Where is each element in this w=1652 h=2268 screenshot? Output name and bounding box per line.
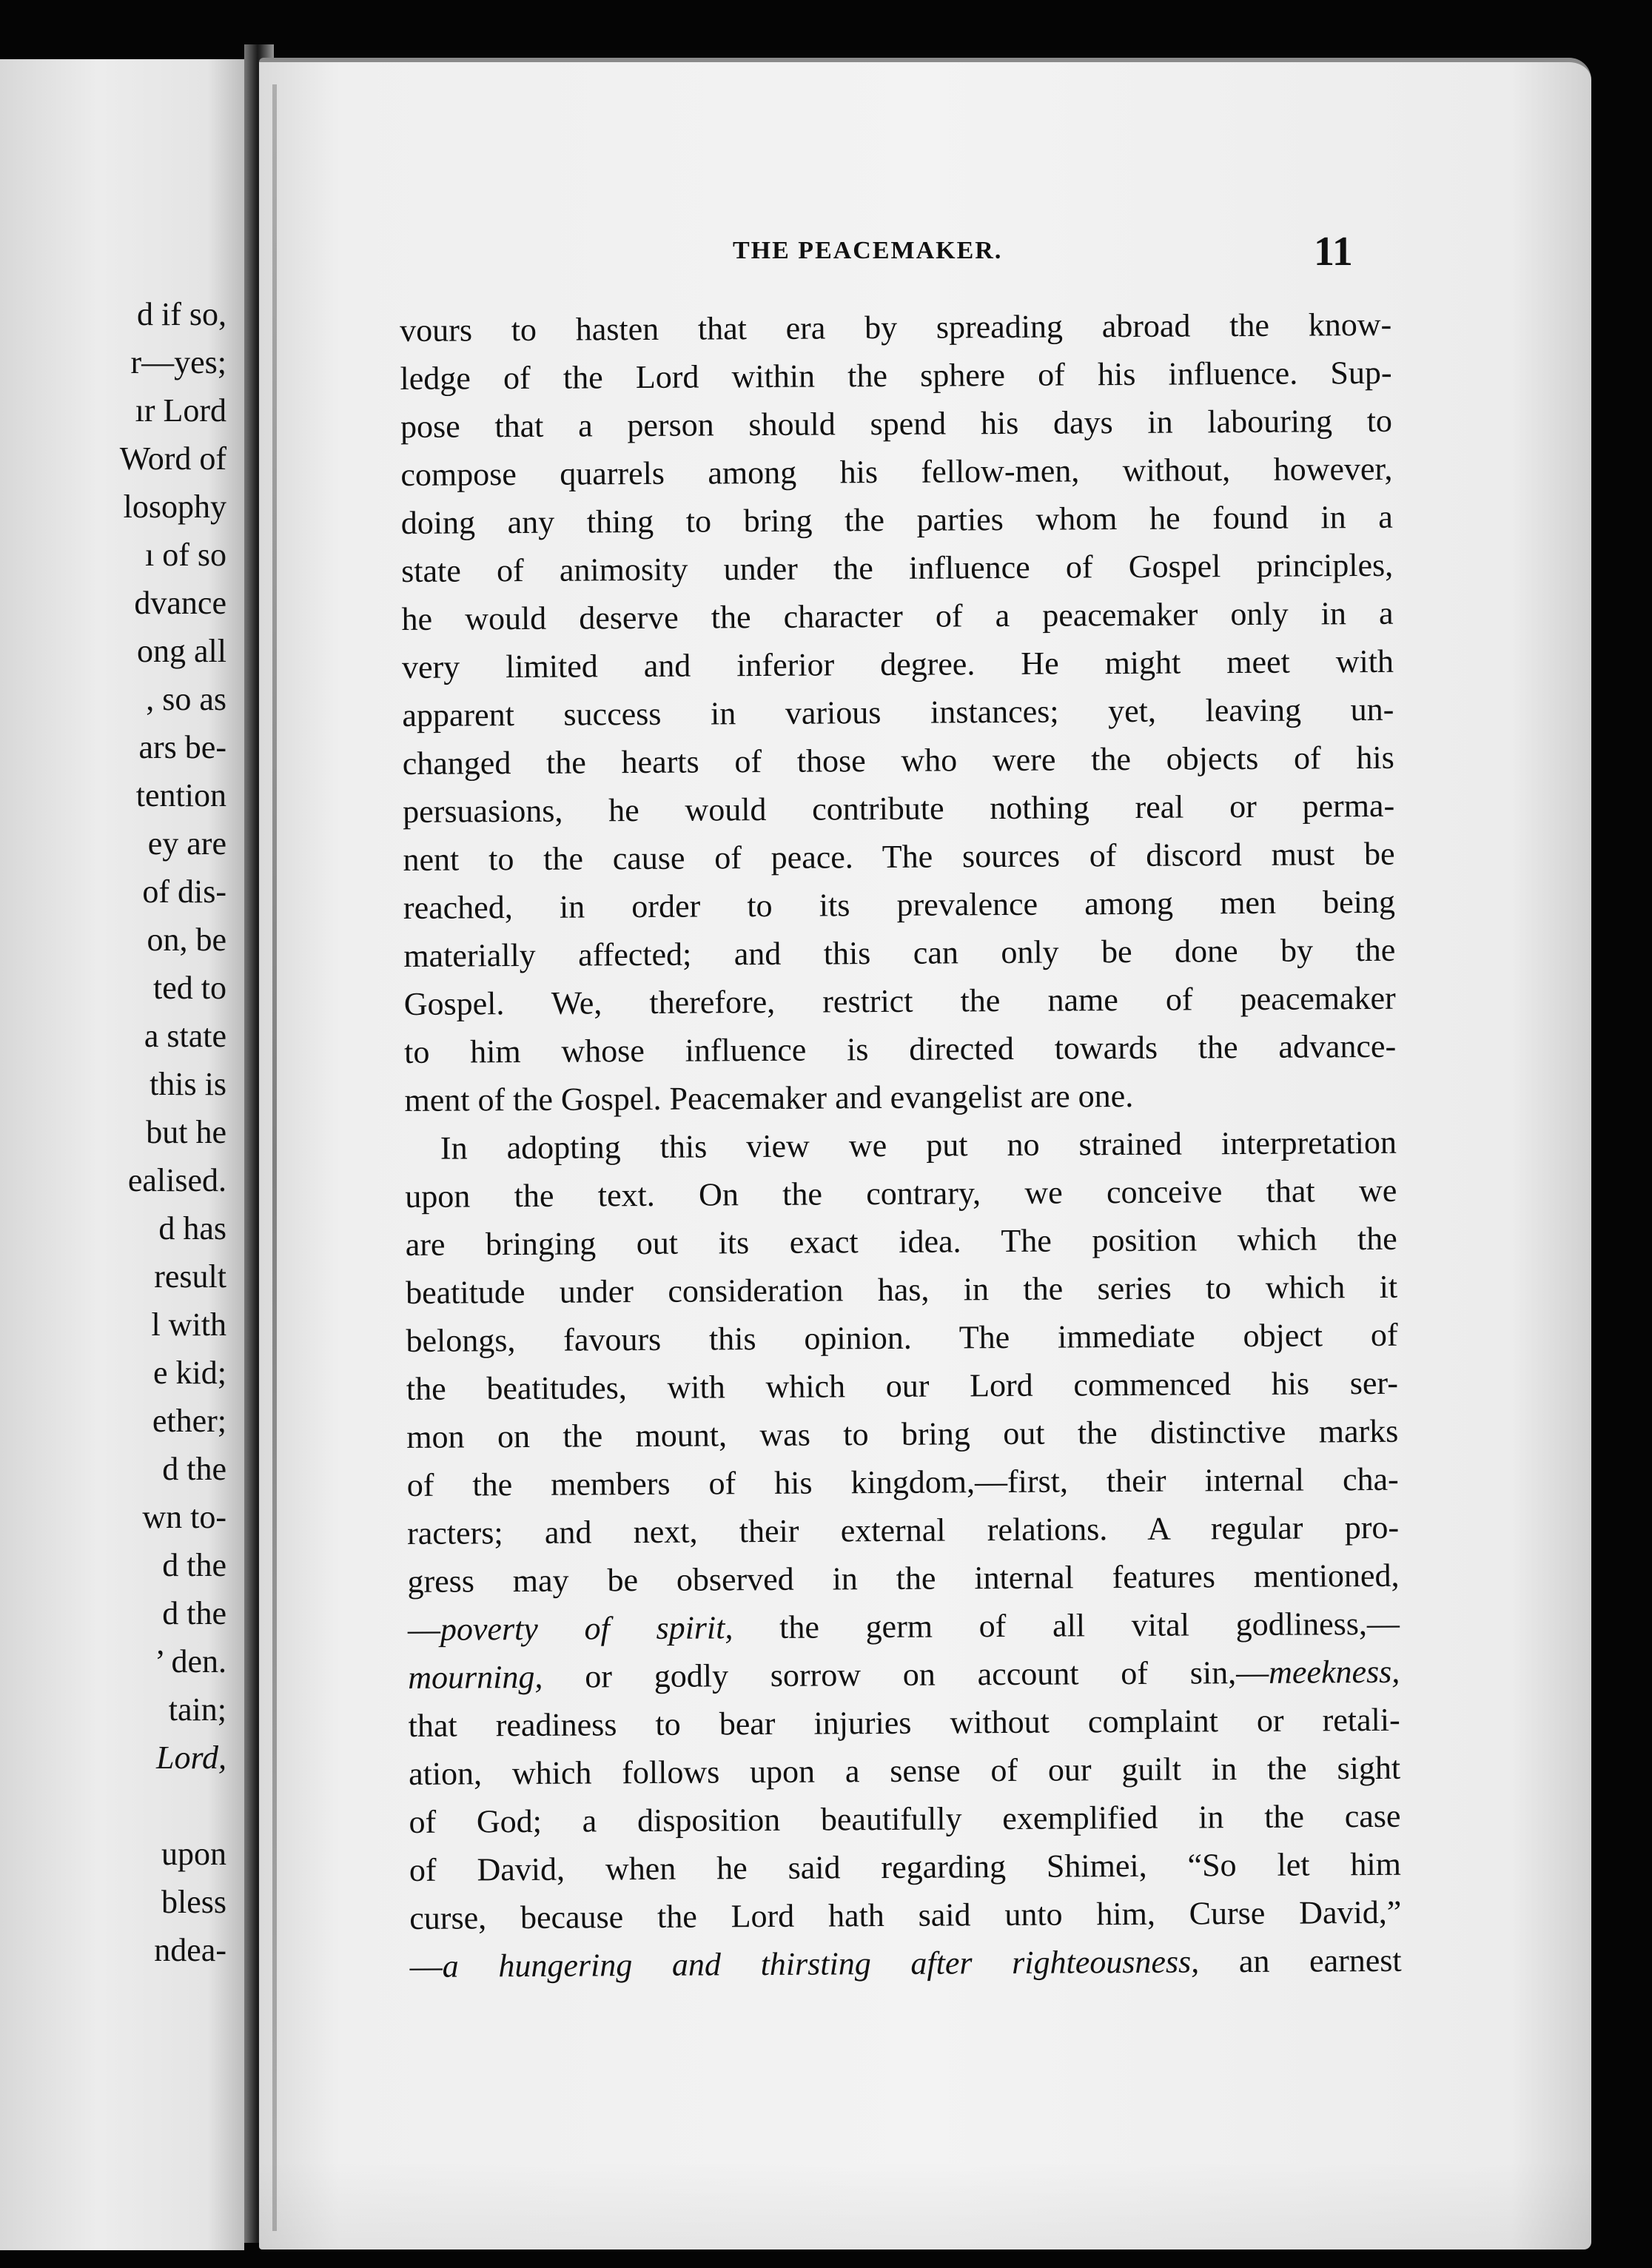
left-line: result — [154, 1258, 226, 1295]
text-line: state of animosity under the influence of Gospel principles, — [401, 546, 1394, 589]
text-line: curse, because the Lord hath said unto him, Curse David,” — [409, 1893, 1402, 1936]
text-line: of David, when he said regarding Shimei, “So let him — [409, 1845, 1402, 1888]
text-line: belongs, favours this opinion. The immediate object of — [406, 1316, 1398, 1359]
left-line: bless — [161, 1884, 226, 1920]
text-span: an earnest — [1199, 1942, 1402, 1980]
left-line: ong all — [137, 633, 226, 669]
left-line: of dis- — [142, 873, 226, 910]
left-line: upon — [161, 1836, 226, 1872]
text-line: reached, in order to its prevalence among men being — [403, 883, 1396, 926]
text-line: compose quarrels among his fellow-men, without, however, — [400, 450, 1393, 493]
left-line: losophy — [123, 489, 226, 525]
left-line: wn to- — [142, 1499, 226, 1535]
text-line: ledge of the Lord within the sphere of his influence. Sup- — [400, 354, 1392, 397]
text-line: to him whose influence is directed towards the advance- — [404, 1027, 1397, 1070]
text-line: are bringing out its exact idea. The position which the — [405, 1220, 1397, 1263]
right-page — [259, 58, 1591, 2249]
text-line: ment of the Gospel. Peacemaker and evangelist are one. — [404, 1077, 1134, 1118]
text-line: of the members of his kingdom,—first, their internal cha- — [406, 1460, 1399, 1503]
text-line: he would deserve the character of a peacemaker only in a — [401, 594, 1394, 637]
left-line: ey are — [147, 825, 226, 862]
left-line: l with — [151, 1306, 226, 1343]
page-edge-shadow — [272, 84, 277, 2231]
text-line: vours to hasten that era by spreading abroad the know- — [400, 306, 1392, 349]
page-number: 11 — [1314, 229, 1353, 275]
text-line: materially affected; and this can only be done by the — [403, 931, 1396, 974]
text-line: racters; and next, their external relations. A regular pro- — [406, 1509, 1400, 1551]
italic-phrase: a hungering and thirsting after righteousness, — [442, 1943, 1200, 1984]
left-line: ether; — [152, 1403, 226, 1439]
italic-phrase: meekness, — [1269, 1653, 1400, 1691]
left-line: Lord, — [156, 1739, 226, 1776]
left-line: ı of so — [145, 537, 226, 573]
left-line: ndea- — [154, 1932, 226, 1968]
left-page-text — [0, 290, 226, 1974]
left-line-gap — [0, 1782, 226, 1830]
text-line-paragraph-start: In adopting this view we put no strained interpretation — [440, 1124, 1397, 1167]
left-line: d the — [162, 1451, 226, 1487]
italic-phrase: poverty of spirit, — [440, 1609, 733, 1648]
left-line: r—yes; — [130, 344, 226, 380]
text-line: ation, which follows upon a sense of our guilt in the sight — [408, 1749, 1401, 1792]
left-line: this is — [150, 1066, 226, 1102]
text-line: gress may be observed in the internal features mentioned, — [407, 1557, 1400, 1600]
body-text — [400, 301, 1402, 1990]
text-line: very limited and inferior degree. He might meet with — [401, 643, 1394, 685]
left-line: ted to — [153, 970, 226, 1006]
text-line: of God; a disposition beautifully exemplified in the case — [409, 1797, 1401, 1840]
text-line: the beatitudes, with which our Lord commenced his ser- — [406, 1364, 1399, 1407]
text-line: beatitude under consideration has, in the series to which it — [405, 1268, 1398, 1311]
page-shading — [259, 2161, 1591, 2249]
left-line: , so as — [146, 681, 226, 717]
text-line: that readiness to bear injuries without complaint or retali- — [408, 1701, 1400, 1744]
text-line: mon on the mount, was to bring out the distinctive marks — [406, 1412, 1399, 1455]
left-line: but he — [146, 1114, 226, 1150]
text-span: the germ of all vital godliness,— — [733, 1605, 1400, 1646]
text-line: —poverty of spirit, the germ of all vital godliness,— — [407, 1605, 1400, 1648]
left-line: ars be- — [138, 729, 226, 765]
left-line: d has — [158, 1210, 226, 1247]
text-line: doing any thing to bring the parties whom he found in a — [400, 498, 1393, 541]
running-head-title: THE PEACEMAKER. — [733, 237, 1003, 264]
left-line: tention — [135, 777, 226, 813]
text-line: apparent success in various instances; yet, leaving un- — [402, 691, 1394, 734]
left-line: e kid; — [153, 1355, 226, 1391]
left-line: ’ den. — [155, 1643, 226, 1680]
text-line — [408, 1648, 1400, 1702]
text-line: upon the text. On the contrary, we conceive that we — [405, 1172, 1397, 1215]
left-line: a state — [144, 1018, 226, 1054]
left-line: d the — [162, 1547, 226, 1583]
left-line: dvance — [134, 585, 226, 621]
left-line: d if so, — [137, 296, 226, 332]
text-line: changed the hearts of those who were the objects of his — [402, 739, 1394, 782]
text-line: Gospel. We, therefore, restrict the name of peacemaker — [403, 979, 1396, 1022]
italic-phrase: mourning, — [408, 1658, 543, 1696]
left-line: ealised. — [127, 1162, 226, 1198]
left-line: ır Lord — [135, 392, 226, 429]
left-line: d the — [162, 1595, 226, 1631]
left-line: tain; — [168, 1691, 226, 1728]
left-page-fragment — [0, 59, 244, 2250]
left-line: on, be — [147, 922, 226, 958]
running-head — [259, 229, 1591, 289]
text-line: pose that a person should spend his days in labouring to — [400, 402, 1393, 445]
text-line: persuasions, he would contribute nothing real or perma- — [403, 787, 1395, 830]
text-span: or godly sorrow on account of sin,— — [543, 1654, 1269, 1695]
text-line: nent to the cause of peace. The sources of discord must be — [403, 835, 1395, 878]
left-line: Word of — [119, 440, 226, 477]
text-line: —a hungering and thirsting after righteousness, an earnest — [409, 1942, 1402, 1984]
